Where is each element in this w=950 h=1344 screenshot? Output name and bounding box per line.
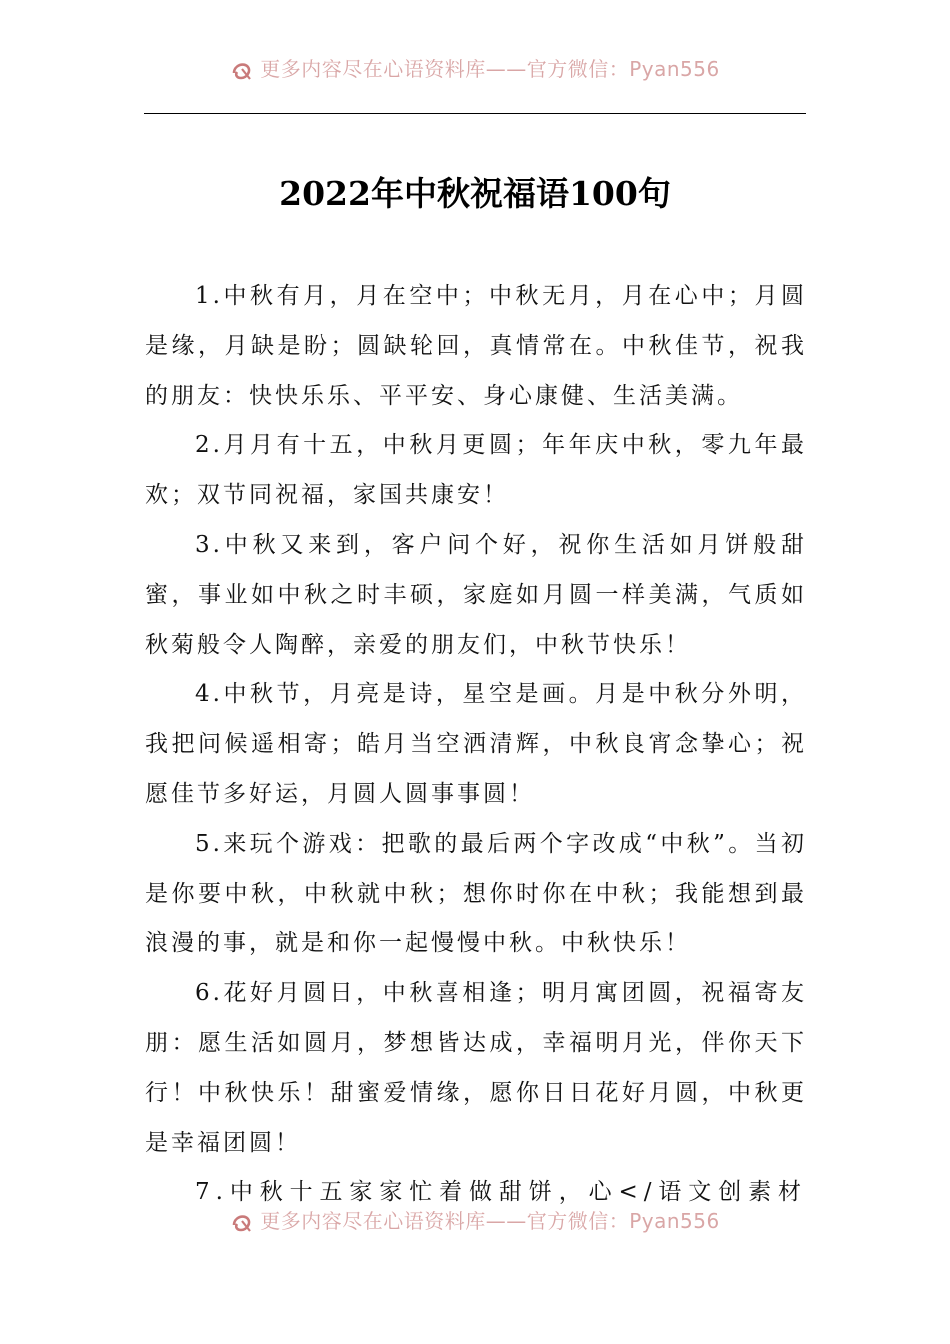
header-watermark-text: 更多内容尽在心语资料库——官方微信：Pyan556 bbox=[260, 57, 720, 81]
document-body bbox=[145, 272, 807, 1218]
paragraph: 1.中秋有月，月在空中；中秋无月，月在心中；月圆是缘，月缺是盼；圆缺轮回，真情常在。中秋佳节，祝我的朋友：快快乐乐、平平安、身心康健、生活美满。 bbox=[145, 283, 807, 409]
paragraph: 5.来玩个游戏：把歌的最后两个字改成“中秋”。当初是你要中秋，中秋就中秋；想你时你在中秋；我能想到最浪漫的事，就是和你一起慢慢中秋。中秋快乐！ bbox=[145, 830, 807, 957]
brand-logo-icon bbox=[230, 59, 256, 83]
paragraph: 3.中秋又来到，客户问个好，祝你生活如月饼般甜蜜，事业如中秋之时丰硕，家庭如月圆一样美满，气质如秋菊般令人陶醉，亲爱的朋友们，中秋节快乐！ bbox=[145, 531, 807, 658]
document-title: 2022年中秋祝福语100句 bbox=[279, 174, 671, 213]
header-divider bbox=[144, 113, 806, 114]
footer-watermark bbox=[0, 1209, 950, 1235]
paragraph: 6.花好月圆日，中秋喜相逢；明月寓团圆，祝福寄友朋：愿生活如圆月，梦想皆达成，幸福明月光，伴你天下行！中秋快乐！甜蜜爱情缘，愿你日日花好月圆，中秋更是幸福团圆！ bbox=[145, 980, 807, 1156]
paragraph: 7.中秋十五家家忙着做甜饼，心</语文创素材 bbox=[195, 1179, 807, 1206]
paragraph: 4.中秋节，月亮是诗，星空是画。月是中秋分外明，我把问候遥相寄；皓月当空洒清辉，中秋良宵念挚心；祝愿佳节多好运，月圆人圆事事圆！ bbox=[145, 681, 807, 807]
paragraph: 2.月月有十五，中秋月更圆；年年庆中秋，零九年最欢；双节同祝福，家国共康安！ bbox=[145, 432, 807, 509]
header-watermark bbox=[0, 57, 950, 83]
brand-logo-icon bbox=[230, 1211, 256, 1235]
footer-watermark-text: 更多内容尽在心语资料库——官方微信：Pyan556 bbox=[260, 1209, 720, 1233]
